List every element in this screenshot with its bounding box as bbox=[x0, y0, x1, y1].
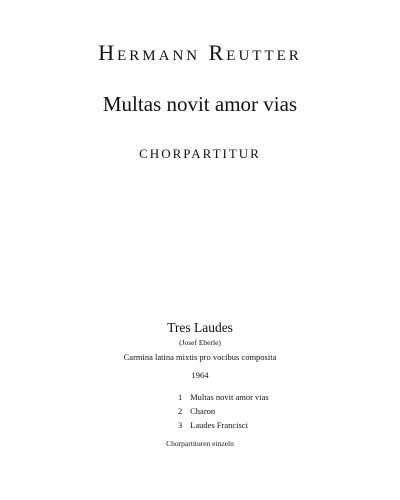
work-item-title: Charon bbox=[190, 406, 216, 416]
edition-note: Chorpartituren einzeln bbox=[166, 439, 234, 448]
cycle-title: Tres Laudes bbox=[167, 320, 233, 335]
composer-name: Hermann Reutter bbox=[98, 40, 302, 65]
work-item-title: Laudes Francisci bbox=[190, 420, 248, 430]
list-item bbox=[178, 418, 269, 432]
score-type: CHORPARTITUR bbox=[139, 146, 261, 161]
poet-name: (Josef Eberle) bbox=[179, 338, 221, 347]
work-number: 1 bbox=[178, 392, 183, 402]
work-number: 3 bbox=[178, 420, 183, 430]
work-number: 2 bbox=[178, 406, 183, 416]
cycle-description: Carmina latina mixtis pro vocibus composita bbox=[123, 352, 277, 362]
work-title: Multas novit amor vias bbox=[102, 92, 298, 116]
list-item bbox=[178, 404, 269, 418]
works-list bbox=[178, 390, 269, 432]
composition-year: 1964 bbox=[191, 370, 209, 380]
work-item-title: Multas novit amor vias bbox=[190, 392, 269, 402]
list-item bbox=[178, 390, 269, 404]
